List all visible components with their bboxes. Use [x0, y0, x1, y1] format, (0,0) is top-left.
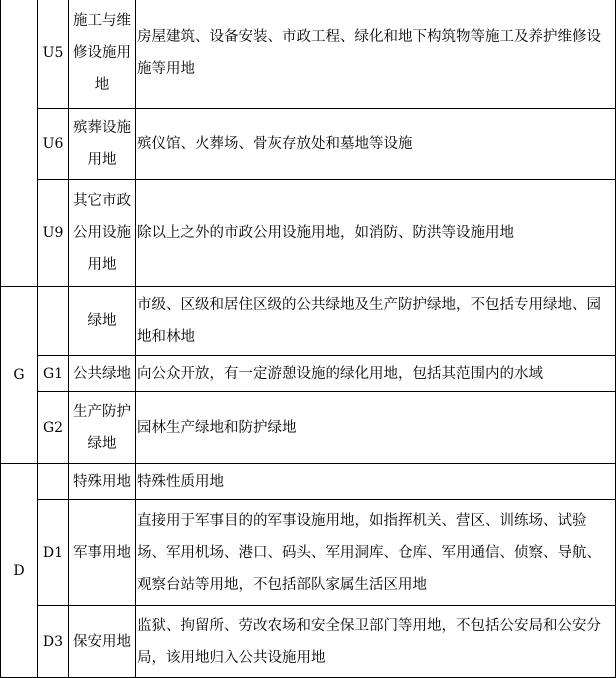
- name-cell: 公共绿地: [69, 356, 136, 392]
- code-cell: [38, 287, 69, 356]
- description-cell: 监狱、拘留所、劳改农场和安全保卫部门等用地，不包括公安局和公安分局，该用地归入公共设施用地: [136, 606, 616, 678]
- table-row: [1, 109, 616, 180]
- table-row: [1, 500, 616, 606]
- code-cell: U6: [38, 109, 69, 180]
- name-cell: 军事用地: [69, 500, 136, 606]
- table-row: [1, 0, 616, 109]
- description-cell: 殡仪馆、火葬场、骨灰存放处和墓地等设施: [136, 109, 616, 180]
- code-cell: U5: [38, 0, 69, 109]
- name-cell: 殡葬设施用地: [69, 109, 136, 180]
- code-cell: [38, 464, 69, 500]
- description-cell: 房屋建筑、设备安装、市政工程、绿化和地下构筑物等施工及养护维修设施等用地: [136, 0, 616, 109]
- table-row: [1, 356, 616, 392]
- name-cell: 其它市政公用设施用地: [69, 180, 136, 287]
- code-cell: U9: [38, 180, 69, 287]
- code-cell: D1: [38, 500, 69, 606]
- name-cell: 生产防护绿地: [69, 392, 136, 464]
- description-cell: 除以上之外的市政公用设施用地，如消防、防洪等设施用地: [136, 180, 616, 287]
- code-cell: D3: [38, 606, 69, 678]
- table-row: [1, 392, 616, 464]
- description-cell: 特殊性质用地: [136, 464, 616, 500]
- table-row: [1, 606, 616, 678]
- description-cell: 市级、区级和居住区级的公共绿地及生产防护绿地，不包括专用绿地、园地和林地: [136, 287, 616, 356]
- name-cell: 特殊用地: [69, 464, 136, 500]
- description-cell: 向公众开放，有一定游憩设施的绿化用地，包括其范围内的水域: [136, 356, 616, 392]
- table-row: [1, 287, 616, 356]
- description-cell: 园林生产绿地和防护绿地: [136, 392, 616, 464]
- major-category-cell: [1, 0, 38, 287]
- description-cell: 直接用于军事目的的军事设施用地，如指挥机关、营区、训练场、试验场、军用机场、港口、码头、军用洞库、仓库、军用通信、侦察、导航、观察台站等用地，不包括部队家属生活区用地: [136, 500, 616, 606]
- name-cell: 施工与维修设施用地: [69, 0, 136, 109]
- table-row: [1, 180, 616, 287]
- major-category-cell: D: [1, 464, 38, 678]
- code-cell: G2: [38, 392, 69, 464]
- name-cell: 绿地: [69, 287, 136, 356]
- name-cell: 保安用地: [69, 606, 136, 678]
- table-row: [1, 464, 616, 500]
- code-cell: G1: [38, 356, 69, 392]
- major-category-cell: G: [1, 287, 38, 464]
